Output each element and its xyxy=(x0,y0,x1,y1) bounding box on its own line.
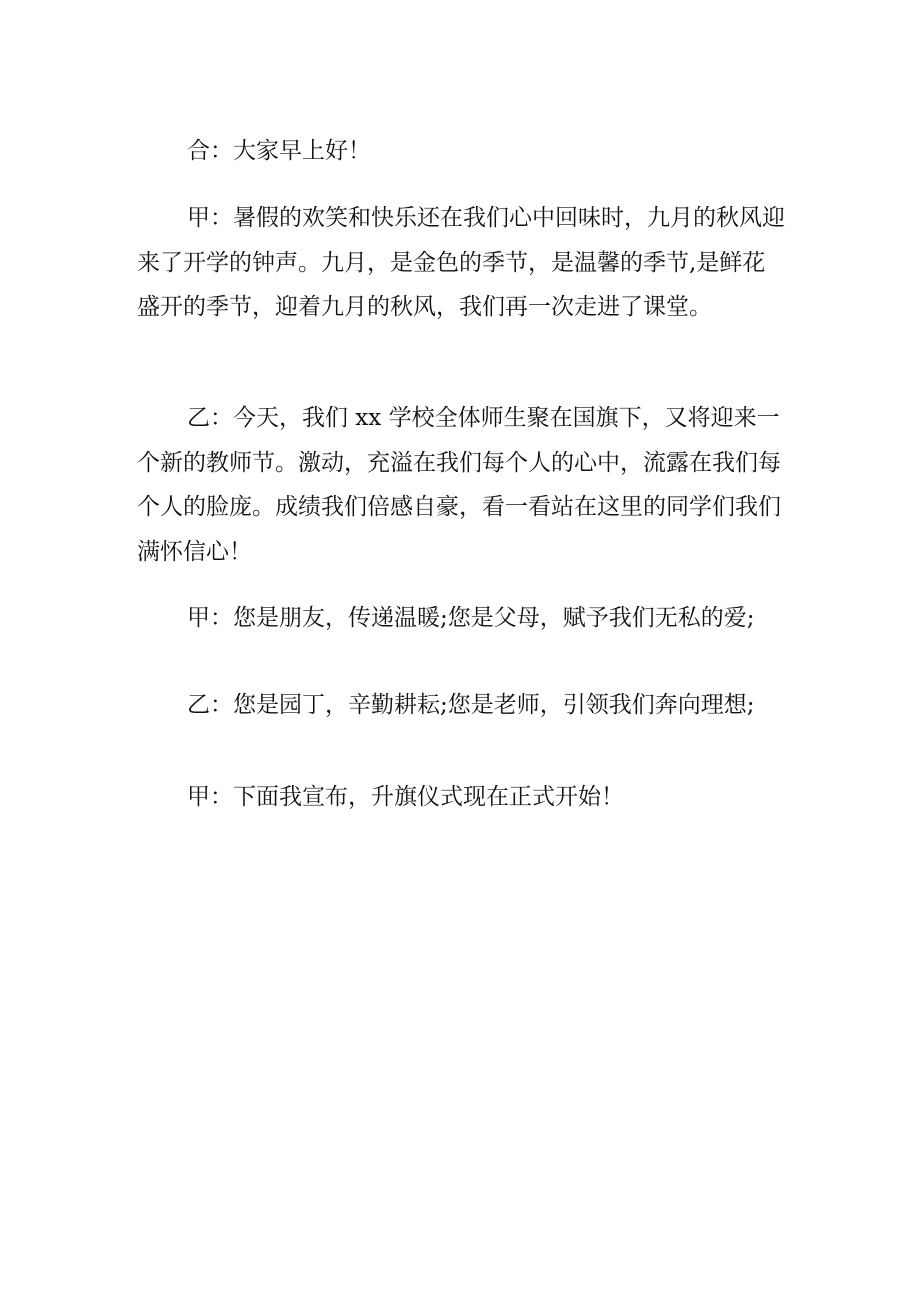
paragraph-greeting: 合：大家早上好！ xyxy=(187,138,371,164)
paragraph-jia-ceremony-start: 甲：下面我宣布，升旗仪式现在正式开始！ xyxy=(187,784,624,810)
paragraph-yi-gardener-teacher: 乙：您是园丁，辛勤耕耘;您是老师，引领我们奔向理想; xyxy=(187,692,755,718)
paragraph-yi-teachers-day: 乙：今天，我们 xx 学校全体师生聚在国旗下，又将迎来一个新的教师节。激动，充溢在我们每个人的心中，流露在我们每个人的脸庞。成绩我们倍感自豪，看一看站在这里的同学们我们满怀信心！ xyxy=(137,405,781,565)
paragraph-jia-opening: 甲：暑假的欢笑和快乐还在我们心中回味时，九月的秋风迎来了开学的钟声。九月，是金色的季节，是温馨的季节,是鲜花盛开的季节，迎着九月的秋风，我们再一次走进了课堂。 xyxy=(137,205,785,320)
paragraph-jia-friend-parent: 甲：您是朋友，传递温暖;您是父母，赋予我们无私的爱; xyxy=(187,605,755,631)
